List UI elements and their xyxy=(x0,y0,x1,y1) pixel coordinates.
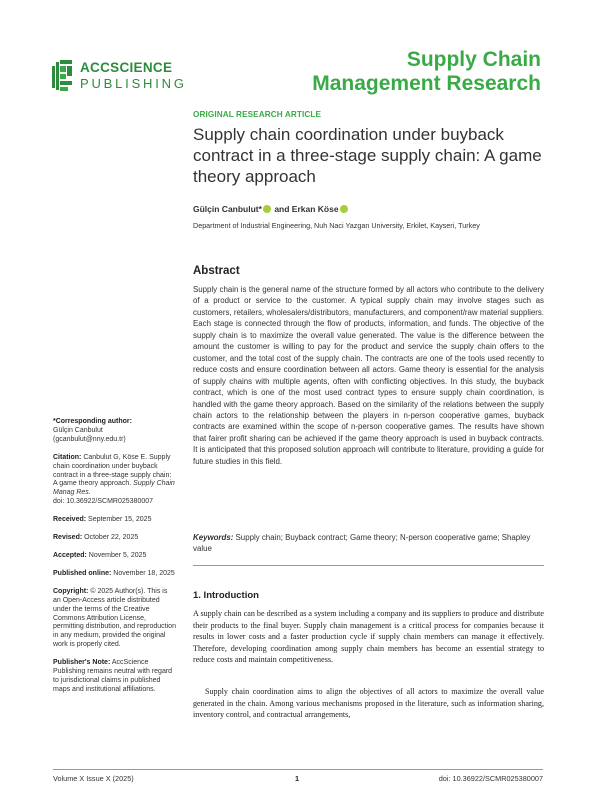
publisher-logo xyxy=(52,58,212,98)
revised-value: October 22, 2025 xyxy=(84,534,139,542)
footer-volume: Volume X Issue X (2025) xyxy=(53,774,134,783)
citation xyxy=(53,454,177,507)
orcid-icon[interactable] xyxy=(340,205,348,213)
journal-title xyxy=(312,48,541,96)
copyright-text: © 2025 Author(s). This is an Open-Access article distributed under the terms of the Creative Commons Attribution License, permitting distribution, and reproduction in any medium, provided the original work is properly cited. xyxy=(53,587,176,649)
published-value: November 18, 2025 xyxy=(113,569,175,577)
received-label: Received: xyxy=(53,516,87,524)
author-join: and Erkan Köse xyxy=(274,204,339,214)
citation-text: Canbulut G, Köse E. Supply chain coordination under buyback contract in a three-stage supply chain: A game theory approach. xyxy=(53,453,172,488)
accscience-logo-icon xyxy=(52,60,74,92)
accepted-value: November 5, 2025 xyxy=(88,551,147,559)
corresponding-author-name: Gülçin Canbulut xyxy=(53,426,103,434)
revised-label: Revised: xyxy=(53,534,83,542)
corresponding-author-label: *Corresponding author: xyxy=(53,418,132,425)
received-value: September 15, 2025 xyxy=(88,516,152,524)
published-label: Published online: xyxy=(53,569,112,577)
copyright-label: Copyright: xyxy=(53,587,89,595)
publisher-note xyxy=(53,659,177,695)
article-title: Supply chain coordination under buyback contract in a three-stage supply chain: A game theory approach xyxy=(193,125,542,186)
accepted-date xyxy=(53,552,177,561)
journal-title-line2: Management Research xyxy=(312,72,541,95)
revised-date xyxy=(53,534,177,543)
publisher-subtitle: PUBLISHING xyxy=(80,76,187,91)
orcid-icon[interactable] xyxy=(263,205,271,213)
published-date xyxy=(53,570,177,579)
copyright xyxy=(53,588,177,650)
page-number: 1 xyxy=(295,774,300,783)
footer-divider xyxy=(53,769,543,770)
footer-doi[interactable]: doi: 10.36922/SCMR025380007 xyxy=(438,774,543,783)
affiliation: Department of Industrial Engineering, Nuh Naci Yazgan University, Erkilet, Kayseri, Turkey xyxy=(193,221,480,230)
author-name: Gülçin Canbulut* xyxy=(193,204,262,214)
journal-title-line1: Supply Chain xyxy=(406,48,541,71)
publisher-note-label: Publisher's Note: xyxy=(53,659,111,667)
keywords-label: Keywords: xyxy=(193,533,234,542)
corresponding-author xyxy=(53,418,177,445)
accepted-label: Accepted: xyxy=(53,551,87,559)
citation-label: Citation: xyxy=(53,453,82,461)
article-type-label: ORIGINAL RESEARCH ARTICLE xyxy=(193,110,322,119)
introduction-paragraph-2: Supply chain coordination aims to align the objectives of all actors to maximize the overall value generated in the chain. Among various mechanisms proposed in the literature, such as information sharing, inventory control, and contractual arrangements, xyxy=(193,687,544,719)
received-date xyxy=(53,516,177,525)
abstract-heading: Abstract xyxy=(193,265,240,277)
keywords-text: Supply chain; Buyback contract; Game theory; N-person cooperative game; Shapley value xyxy=(193,533,531,554)
author-list xyxy=(193,204,349,214)
publisher-name: ACCSCIENCE xyxy=(80,60,173,75)
introduction-heading: 1. Introduction xyxy=(193,590,259,601)
publisher-note-text: AccScience Publishing remains neutral with regard to jurisdictional claims in published maps and institutional affiliations. xyxy=(53,659,173,693)
corresponding-author-email[interactable]: (gcanbulut@nny.edu.tr) xyxy=(53,435,126,443)
abstract-text: Supply chain is the general name of the structure formed by all actors who contribute to the delivery of a product or service to the customer. A typical supply chain may involve stages such as customers, retailers, wholesalers/distributors, manufacturers, and component/raw material suppliers. Each stage is connected through the flow of products, information, and funds. The objective of the supply chain is to maximize the overall value generated. The value is the difference between the amount the customer is willing to pay for the product and service the supply chain offers to the customer, and the total cost of the supply chain. The contracts are one of the tools used recently to reduce costs and ensure coordination between all actors. Game theory is essential for the analysis of supply chains with multiple agents, often with conflicting objectives. In this study, the buyback contract, which is one of the most used contract types to ensure supply chain coordination, is handled with the game theory approach. Based on the similarity of the relations between the supply chain actors to the relationship between the players in n-person cooperative games, buyback contracts are examined within the scope of n-person cooperative games. The results have shown that fairer profit sharing can be achieved if the game theory approach is used in buyback contracts. It is anticipated that this proposed solution approach will contribute to literature, providing a guide for future studies in this field. xyxy=(193,285,544,466)
citation-doi[interactable]: doi: 10.36922/SCMR025380007 xyxy=(53,498,154,506)
keywords xyxy=(193,532,544,555)
article-info-sidebar xyxy=(53,418,177,704)
citation-journal: Supply Chain Manag Res. xyxy=(53,480,175,497)
section-divider xyxy=(193,565,544,566)
introduction-paragraph-1: A supply chain can be described as a system including a company and its suppliers to produce and distribute their products to the final buyer. Supply chain management is a critical process for companies because it results in lower costs and a faster production cycle if supply chain members can manage it effectively. Therefore, developing coordination among supply chain members has become an essential strategy to reduce costs and maintain competitiveness. xyxy=(193,609,544,664)
